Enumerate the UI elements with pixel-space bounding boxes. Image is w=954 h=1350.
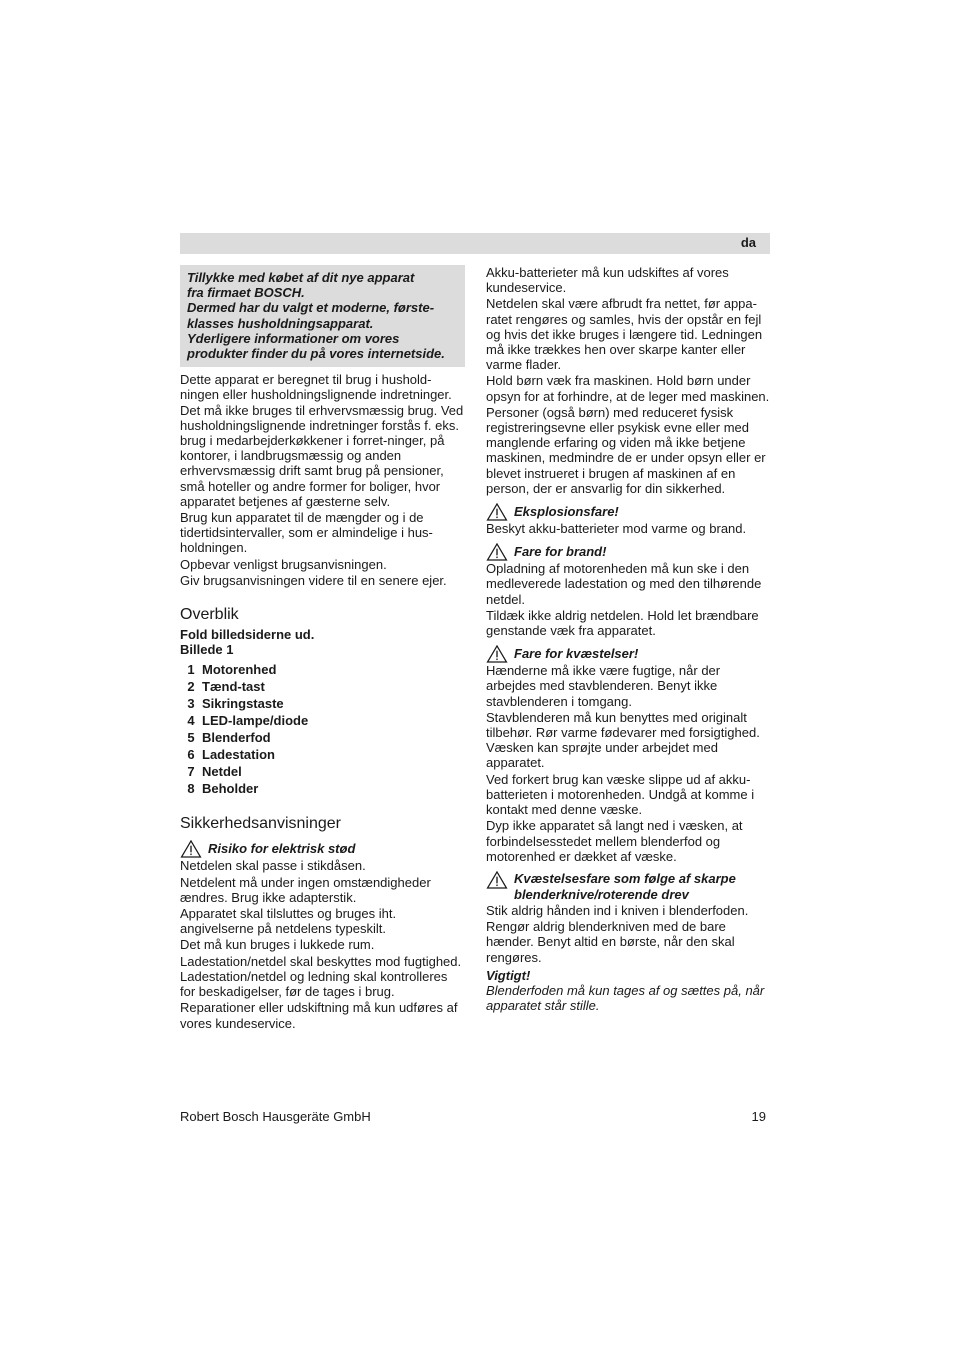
paragraph-injury-1: Hænderne må ikke være fugtige, når der arbejdes med stavblenderen. Benyt ikke stavblenderen i tomgang. [486,663,721,709]
footer-company: Robert Bosch Hausgeräte GmbH [180,1109,371,1124]
paragraph-explosion: Beskyt akku-batterieter mod varme og brand. [486,521,747,537]
part-label: Blenderfod [202,730,271,746]
warning-fire [486,543,770,561]
fold-instruction: Fold billedsiderne ud. [180,627,315,643]
part-label: Tænd-tast [202,679,265,695]
paragraph-electric-5: Ladestation/netdel skal beskyttes mod fugtighed. Ladestation/netdel og ledning skal kontrolleres for beskadigelser, før de tages i brug. [180,953,462,1000]
warning-triangle-icon [180,840,202,858]
warning-title: Fare for brand! [514,544,607,560]
paragraph-electric-2: Netdelent må under ingen omstændigheder ændres. Brug ikke adapterstik. [180,874,431,905]
warning-triangle-icon [486,503,508,521]
paragraph-quantities: Brug kun apparatet til de mængder og i de tidertidsintervaller, som er almindelige i hus-holdningen. [180,510,433,556]
list-item [180,763,465,780]
important-heading: Vigtigt! [486,967,531,983]
paragraph-injury-3: Ved forkert brug kan væske slippe ud af akku-batterieten i motorenheden. Undgå at komme i kontakt med denne væske. [486,771,755,818]
intro-line: klasses husholdningsapparat. [187,315,374,331]
list-item [180,746,465,763]
intro-line: fra firmaet BOSCH. [187,285,305,301]
part-label: Netdel [202,764,242,780]
part-label: Beholder [202,781,259,797]
left-column [180,265,465,1032]
warning-electric [180,840,465,858]
paragraph-pass-manual: Giv brugsanvisningen videre til en senere ejer. [180,572,447,588]
important-text: Blenderfoden må kun tages af og sættes på, når apparatet står stille. [486,982,765,1014]
paragraph-persons: Personer (også børn) med reduceret fysisk registreringsevne eller psykisk evne eller med manglende erfaring og viden må ikke betjene maskinen, medmindre de er under opsyn eller er blevet instrueret i brugen af maskinen af en person, der er ansvarlig for din sikkerhed. [486,404,766,496]
warning-title [514,871,736,903]
paragraph-electric-4: Det må kun bruges i lukkede rum. [180,937,375,953]
safety-heading: Sikkerhedsanvisninger [180,815,341,833]
warning-title: Eksplosionsfare! [514,504,619,520]
warning-triangle-icon [486,871,508,889]
warning-triangle-icon [486,543,508,561]
paragraph-injury-4: Dyp ikke apparatet så langt ned i væsken, at forbindelsesstedet mellem blenderfod og motorenhed er dækket af væske. [486,818,743,864]
paragraph-injury-2: Stavblenderen må kun benyttes med originalt tilbehør. Rør varme fødevarer med forsigtighed. Væsken kan sprøjte under arbejdet med apparatet. [486,709,760,771]
page-number: 19 [751,1109,766,1124]
intro-line: Tillykke med købet af dit nye apparat [187,270,415,285]
warning-triangle-icon [486,645,508,663]
part-number: 8 [187,781,195,797]
paragraph-blade-1: Stik aldrig hånden ind i kniven i blenderfoden. [486,902,749,918]
paragraph-disconnect: Netdelen skal være afbrudt fra nettet, før appa-ratet rengøres og samles, hvis der opstår en fejl og hvis det ikke bruges i længere tid. Ledningen må ikke trækkes hen over skarpe kanter eller varme flader. [486,296,763,373]
paragraph-intended-use: Dette apparat er beregnet til brug i hushold-ningen eller husholdningslignende indretninger. Det må ikke bruges til erhvervsmæssig brug. Ved husholdningslignende indretninger forstås f. eks. brug i medarbejderkøkkener i forret-ninger, på kontorer, i landbrugsmæssig og anden erhvervsmæssig drift samt brug på pensioner, små hoteller og andre former for boliger, hvor apparatet betjenes af gæsterne selv. [180,372,464,509]
language-bar [180,233,770,254]
part-number: 5 [187,730,195,746]
overview-heading: Overblik [180,606,239,624]
paragraph-electric-1: Netdelen skal passe i stikdåsen. [180,858,366,874]
paragraph-fire-1: Opladning af motorenheden må kun ske i den medleverede ladestation og med den tilhørende netdel. [486,561,762,607]
list-item [180,712,465,729]
paragraph-battery: Akku-batterieter må kun udskiftes af vores kundeservice. [486,265,729,296]
intro-line: Dermed har du valgt et moderne, første- [187,300,435,316]
paragraph-blade-2: Rengør aldrig blenderkniven med de bare hænder. Benyt altid en børste, når den skal rengøres. [486,919,735,965]
parts-list [180,661,465,797]
part-number: 1 [187,662,195,678]
warning-injury [486,645,770,663]
list-item [180,780,465,797]
warning-blade [486,871,770,903]
list-item [180,678,465,695]
warning-title: Fare for kvæstelser! [514,646,639,662]
part-number: 2 [187,679,195,695]
part-number: 4 [187,713,195,729]
intro-line: produkter finder du på vores internetside. [187,346,445,362]
image-label: Billede 1 [180,642,234,658]
paragraph-electric-3: Apparatet skal tilsluttes og bruges iht. angivelserne på netdelens typeskilt. [180,906,397,937]
part-label: Sikringstaste [202,696,284,712]
part-label: Motorenhed [202,662,277,678]
right-column [486,265,770,1014]
paragraph-children: Hold børn væk fra maskinen. Hold børn under opsyn for at forhindre, at de leger med maskinen. [486,373,770,404]
warning-title: Risiko for elektrisk stød [208,841,356,857]
list-item [180,695,465,712]
part-number: 3 [187,696,195,712]
list-item [180,729,465,746]
part-label: Ladestation [202,747,275,763]
warning-explosion [486,503,770,521]
language-code: da [740,235,756,250]
warning-title-line: blenderknive/roterende drev [514,886,689,902]
warning-title-line: Kvæstelsesfare som følge af skarpe [514,870,736,886]
part-number: 6 [187,747,195,763]
paragraph-electric-6: Reparationer eller udskiftning må kun udføres af vores kundeservice. [180,1000,458,1031]
part-label: LED-lampe/diode [202,713,309,729]
part-number: 7 [187,764,195,780]
intro-line: Yderligere informationer om vores [187,330,400,346]
paragraph-fire-2: Tildæk ikke aldrig netdelen. Hold let brændbare genstande væk fra apparatet. [486,607,759,639]
list-item [180,661,465,678]
intro-box [180,265,465,367]
paragraph-keep-manual: Opbevar venligst brugsanvisningen. [180,556,387,572]
